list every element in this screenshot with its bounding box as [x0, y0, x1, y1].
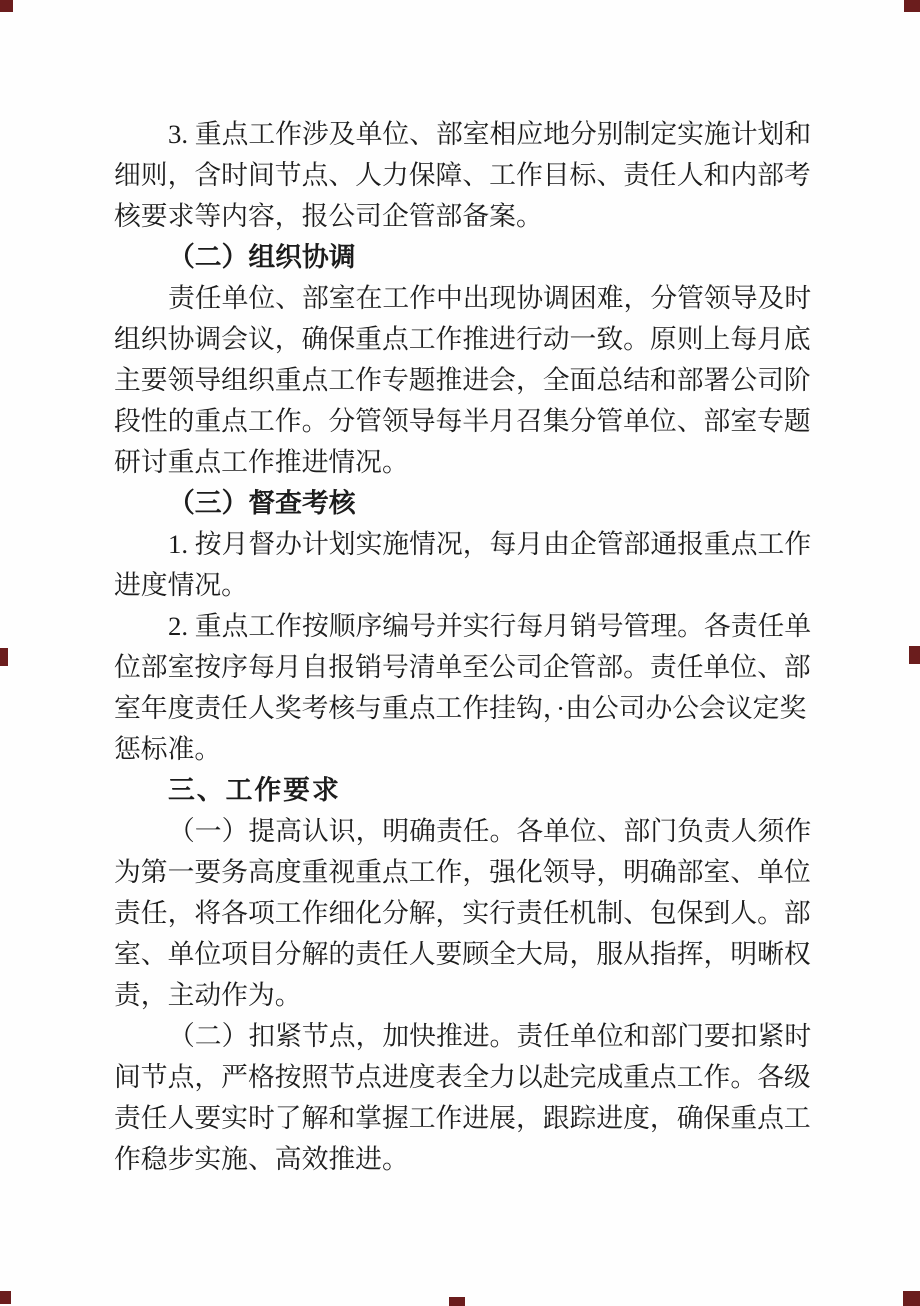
- section-heading-work-requirements: 三、工作要求: [168, 775, 341, 805]
- text-line: 进度情况。: [114, 570, 248, 600]
- text-line: （二）扣紧节点，加快推进。责任单位和部门要扣紧时: [168, 1021, 812, 1051]
- text-line: 间节点，严格按照节点进度表全力以赴完成重点工作。各级: [114, 1062, 811, 1092]
- scan-edge-mark-bottom-right: [903, 1291, 920, 1306]
- text-line: 责任单位、部室在工作中出现协调困难，分管领导及时: [168, 283, 812, 313]
- scan-edge-mark-middle-left: [0, 648, 8, 666]
- text-line: 3. 重点工作涉及单位、部室相应地分别制定实施计划和: [168, 119, 812, 149]
- text-line: 段性的重点工作。分管领导每半月召集分管单位、部室专题: [114, 406, 811, 436]
- text-line: 核要求等内容，报公司企管部备案。: [114, 201, 543, 231]
- scan-edge-mark-top-left: [0, 0, 13, 12]
- text-line: 位部室按序每月自报销号清单至公司企管部。责任单位、部: [114, 652, 811, 682]
- text-line: 作稳步实施、高效推进。: [114, 1144, 409, 1174]
- scan-edge-mark-bottom-middle: [449, 1297, 465, 1306]
- scan-edge-mark-bottom-left: [0, 1291, 11, 1304]
- text-line: 主要领导组织重点工作专题推进会，全面总结和部署公司阶: [114, 365, 811, 395]
- text-line: 1. 按月督办计划实施情况，每月由企管部通报重点工作: [168, 529, 812, 559]
- section-heading-supervision-assessment: （三）督查考核: [168, 488, 356, 518]
- text-line: 研讨重点工作推进情况。: [114, 447, 409, 477]
- text-line: 责任，将各项工作细化分解，实行责任机制、包保到人。部: [114, 898, 811, 928]
- text-line: 细则，含时间节点、人力保障、工作目标、责任人和内部考: [114, 160, 811, 190]
- text-line: （一）提高认识，明确责任。各单位、部门负责人须作: [168, 816, 812, 846]
- scan-edge-mark-top-right: [904, 0, 920, 12]
- scan-edge-mark-middle-right: [909, 646, 920, 664]
- text-line: 为第一要务高度重视重点工作，强化领导，明确部室、单位: [114, 857, 811, 887]
- text-line: 2. 重点工作按顺序编号并实行每月销号管理。各责任单: [168, 611, 812, 641]
- text-line: 惩标准。: [114, 734, 222, 764]
- text-line: 责，主动作为。: [114, 980, 302, 1010]
- text-line: 室年度责任人奖考核与重点工作挂钩，·由公司办公会议定奖: [114, 693, 807, 723]
- text-line: 组织协调会议，确保重点工作推进行动一致。原则上每月底: [114, 324, 811, 354]
- text-line: 责任人要实时了解和掌握工作进展，跟踪进度，确保重点工: [114, 1103, 811, 1133]
- document-text-block: [114, 114, 816, 1180]
- text-line: 室、单位项目分解的责任人要顾全大局，服从指挥，明晰权: [114, 939, 811, 969]
- section-heading-organization-coordination: （二）组织协调: [168, 242, 356, 272]
